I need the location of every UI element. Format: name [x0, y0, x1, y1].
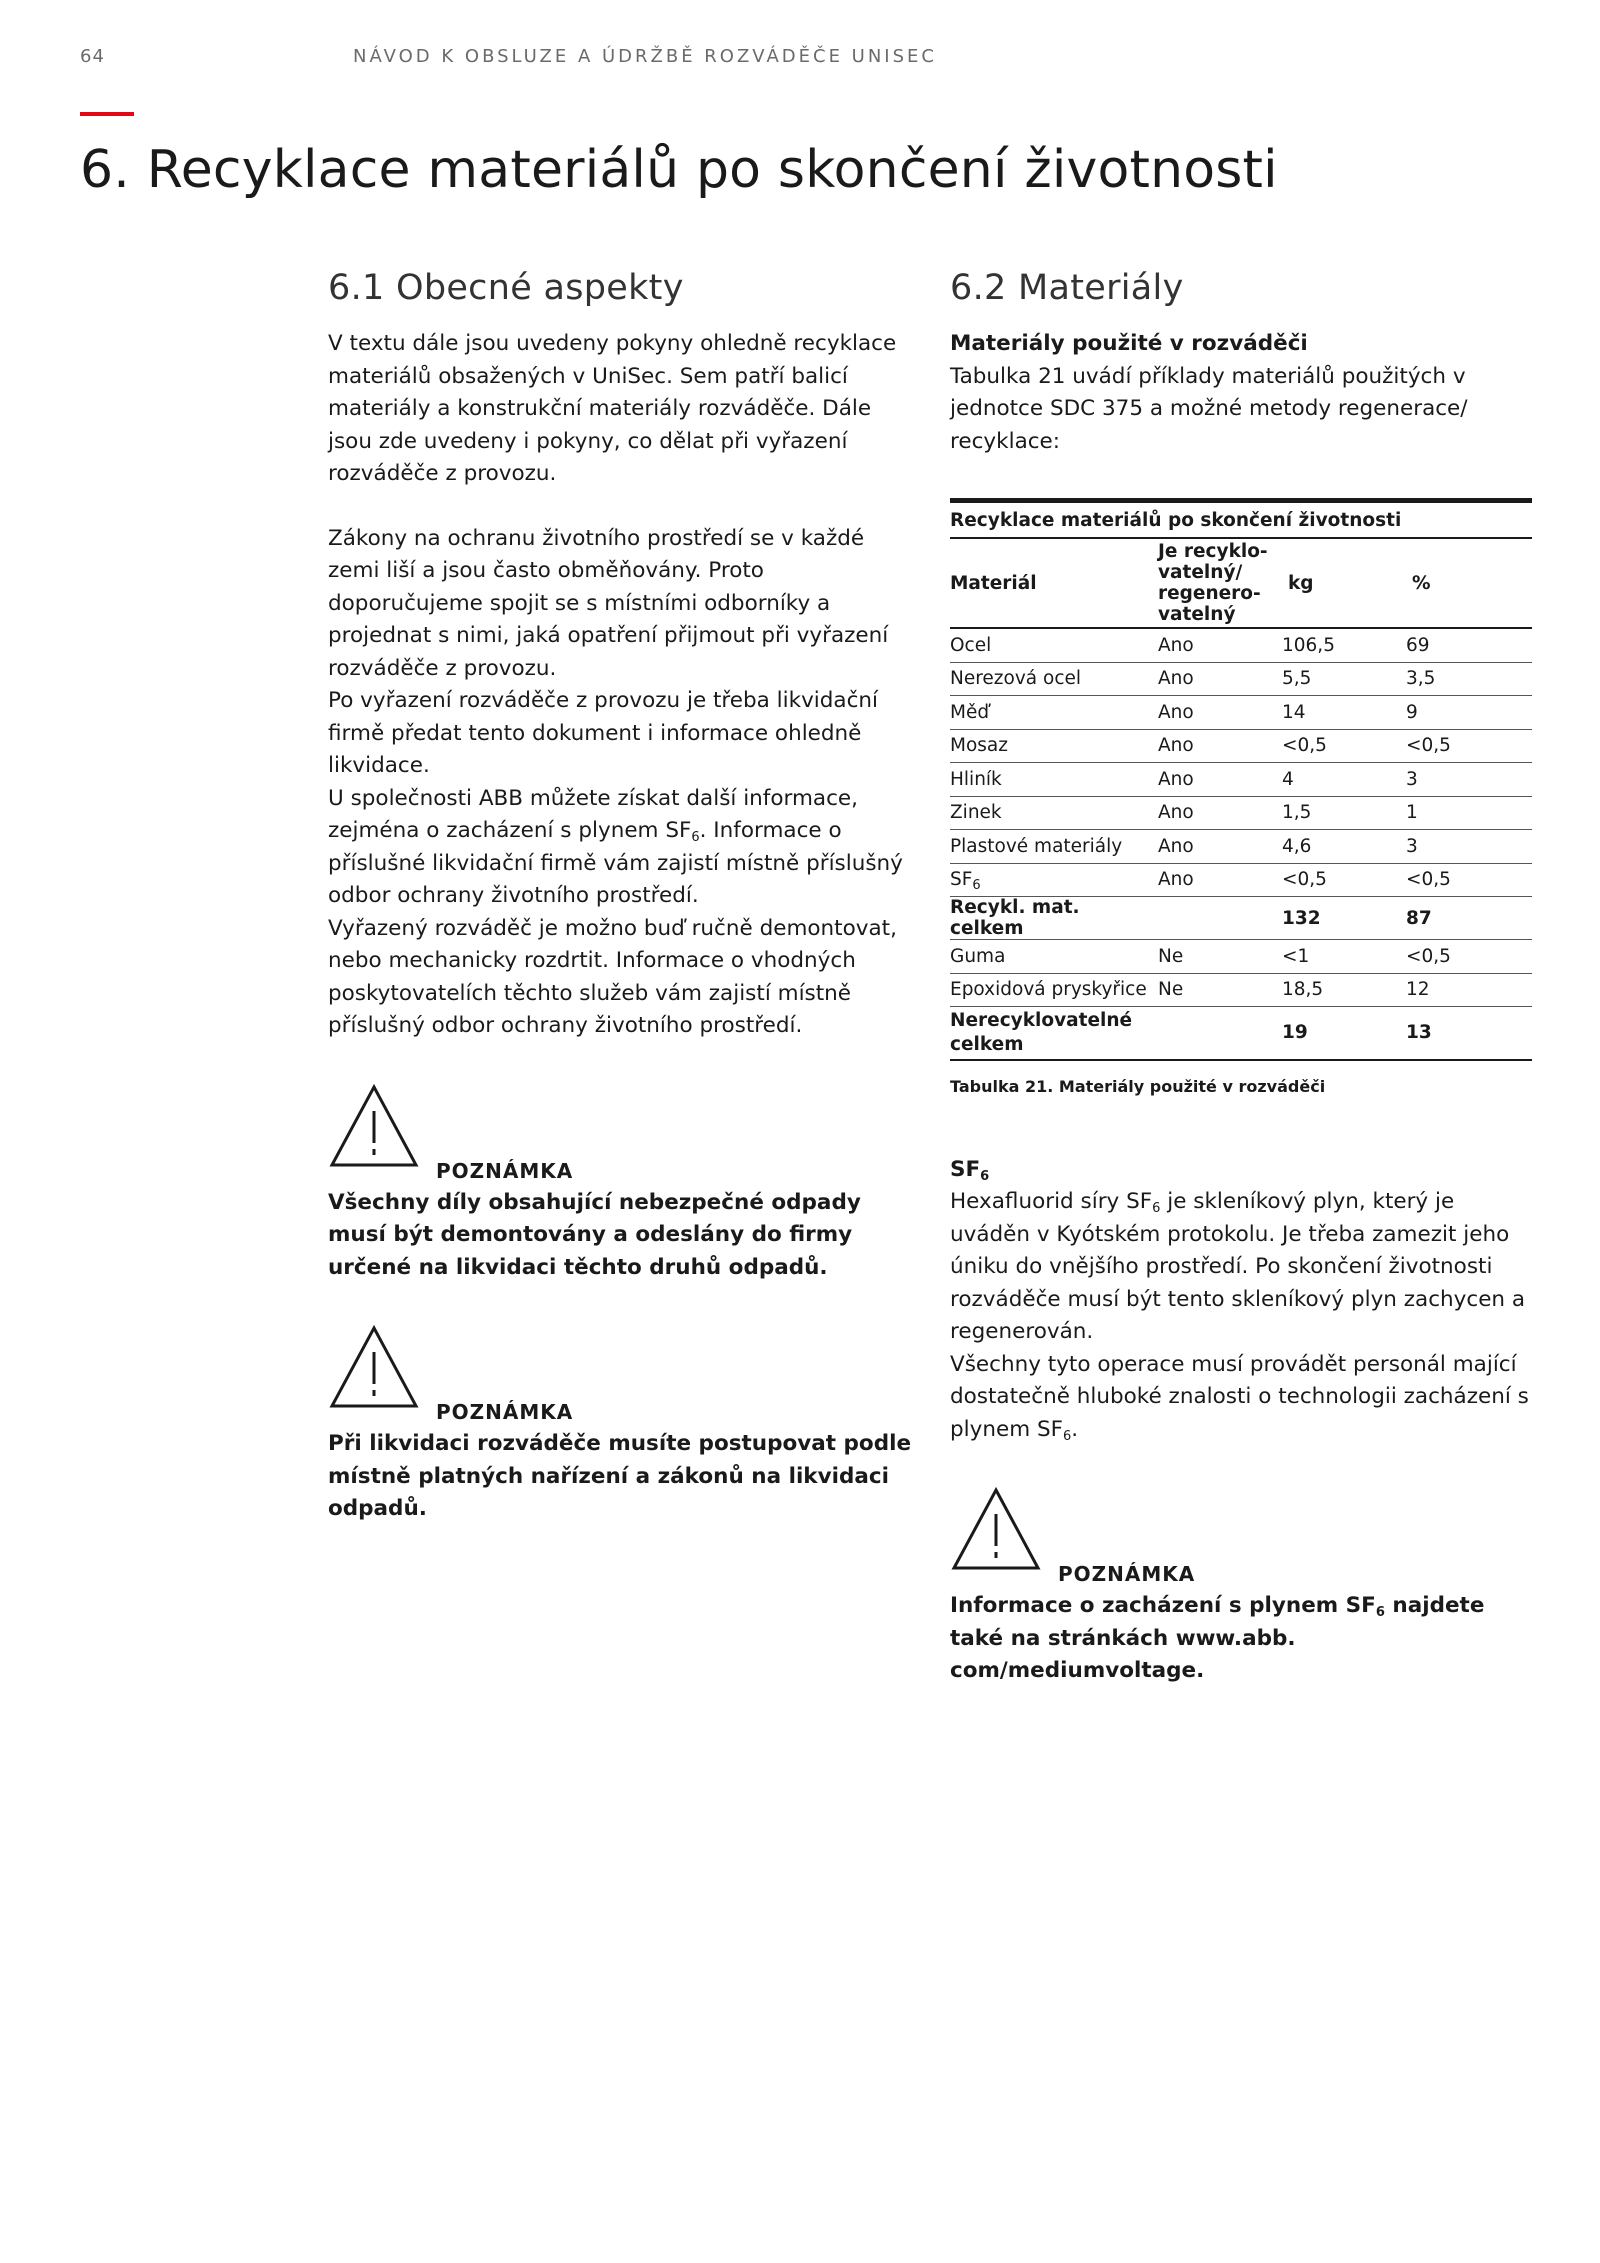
table-cell: Nerezová ocel	[950, 662, 1158, 696]
table-cell: <0,5	[1282, 863, 1406, 897]
materials-table	[950, 498, 1532, 1061]
table-cell: Guma	[950, 940, 1158, 974]
table-row	[950, 796, 1532, 830]
table-cell: 1	[1406, 796, 1532, 830]
table-row	[950, 763, 1532, 797]
table-cell: Ano	[1158, 628, 1282, 662]
table-cell: Mosaz	[950, 729, 1158, 763]
table-cell: <0,5	[1406, 729, 1532, 763]
table-cell: Ano	[1158, 863, 1282, 897]
table-cell: 87	[1406, 897, 1532, 940]
table-cell: <0,5	[1282, 729, 1406, 763]
table-caption-row: Recyklace materiálů po skončení životnosti	[950, 501, 1532, 539]
accent-bar	[80, 112, 134, 116]
paragraph: Hexafluorid síry $SF_6$ je skleníkový plyn, který je uváděn v Kyótském protokolu. Je třeba zamezit jeho úniku do vnějšího prostředí. Po skončení životnosti rozváděče musí být tento skleníkový plyn zachycen a regenerován.	[950, 1189, 1526, 1344]
column-header: Materiál	[950, 538, 1158, 628]
table-caption: Tabulka 21. Materiály použité v rozváděči	[950, 1077, 1326, 1096]
column-header: Je recyklo-vatelný/ regenero-vatelný	[1158, 538, 1282, 628]
paragraph: Vyřazený rozváděč je možno buď ručně demontovat, nebo mechanicky rozdrtit. Informace o vhodných poskytovatelích těchto služeb vám zajistí místně příslušný odbor ochrany životního prostředí.	[328, 915, 897, 1038]
table-cell: 9	[1406, 696, 1532, 730]
paragraph: Po vyřazení rozváděče z provozu je třeba likvidační firmě předat tento dokument i informace ohledně likvidace.	[328, 688, 879, 778]
table-row	[950, 662, 1532, 696]
table-cell: 3,5	[1406, 662, 1532, 696]
table-cell: Ocel	[950, 628, 1158, 662]
warning-icon	[328, 1083, 420, 1169]
table-cell: Hliník	[950, 763, 1158, 797]
paragraph: Zákony na ochranu životního prostředí se v každé zemi liší a jsou často obměňovány. Proto doporučujeme spojit se s místními odborníky a projednat s nimi, jaká opatření přijmout při vyřazení rozváděče z provozu.	[328, 525, 889, 681]
table-cell	[1158, 897, 1282, 940]
table-cell: Ano	[1158, 796, 1282, 830]
note-box	[328, 1083, 918, 1285]
paragraph: V textu dále jsou uvedeny pokyny ohledně recyklace materiálů obsažených v UniSec. Sem patří balicí materiály a konstrukční materiály rozváděče. Dále jsou zde uvedeny i pokyny, co dělat při vyřazení rozváděče z provozu.	[328, 331, 897, 486]
note-title: POZNÁMKA	[1058, 1562, 1196, 1586]
table-cell: Ne	[1158, 940, 1282, 974]
table-row-total	[950, 897, 1532, 940]
table-row	[950, 696, 1532, 730]
column-header: kg	[1282, 538, 1406, 628]
table-cell: <0,5	[1406, 940, 1532, 974]
table-row-total	[950, 1007, 1532, 1061]
table-cell: 106,5	[1282, 628, 1406, 662]
section-title-materials: 6.2 Materiály	[950, 268, 1184, 308]
warning-icon	[950, 1486, 1042, 1572]
table-cell: 69	[1406, 628, 1532, 662]
table-cell: 4,6	[1282, 830, 1406, 864]
table-row	[950, 940, 1532, 974]
note-text: Všechny díly obsahující nebezpečné odpady musí být demontovány a odeslány do firmy určené na likvidaci těchto druhů odpadů.	[328, 1189, 861, 1280]
table-header-row	[950, 538, 1532, 628]
table-cell: 12	[1406, 973, 1532, 1007]
note-box	[950, 1486, 1540, 1688]
table-cell: 18,5	[1282, 973, 1406, 1007]
note-text: Informace o zacházení s plynem $SF_6$ najdete také na stránkách www.abb. com/mediumvoltage.	[950, 1593, 1485, 1683]
table-cell: 14	[1282, 696, 1406, 730]
section-title-general: 6.1 Obecné aspekty	[328, 268, 684, 308]
table-cell: 1,5	[1282, 796, 1406, 830]
table-cell: Ne	[1158, 973, 1282, 1007]
table-cell: 13	[1406, 1007, 1532, 1061]
table-cell: <1	[1282, 940, 1406, 974]
table-cell: Zinek	[950, 796, 1158, 830]
warning-icon	[328, 1324, 420, 1410]
table-row	[950, 729, 1532, 763]
table-cell: Ano	[1158, 763, 1282, 797]
table-cell: Epoxidová pryskyřice	[950, 973, 1158, 1007]
table-cell: 132	[1282, 897, 1406, 940]
column-header: %	[1406, 538, 1532, 628]
table-cell: Ano	[1158, 729, 1282, 763]
table-row	[950, 830, 1532, 864]
table-cell: 4	[1282, 763, 1406, 797]
note-title: POZNÁMKA	[436, 1158, 574, 1183]
page-title: 6. Recyklace materiálů po skončení životnosti	[80, 140, 1278, 200]
table-row	[950, 628, 1532, 662]
right-column	[950, 268, 1540, 1688]
table-cell: Ano	[1158, 696, 1282, 730]
note-text: Při likvidaci rozváděče musíte postupovat podle místně platných nařízení a zákonů na likvidaci odpadů.	[328, 1431, 912, 1521]
paragraph: Všechny tyto operace musí provádět personál mající dostatečně hluboké znalosti o technologii zacházení s plynem $SF_6$.	[950, 1351, 1529, 1444]
paragraph: U společnosti ABB můžete získat další informace, zejména o zacházení s plynem $SF_6$. Informace o příslušné likvidační firmě vám zajistí místně příslušný odbor ochrany životního prostředí.	[328, 785, 903, 908]
table-cell: 3	[1406, 763, 1532, 797]
note-title: POZNÁMKA	[436, 1400, 574, 1424]
left-column	[328, 268, 918, 1526]
table-row	[950, 973, 1532, 1007]
sf6-heading: $SF_6$	[950, 1157, 990, 1184]
subheading: Materiály použité v rozváděči	[950, 331, 1308, 356]
note-box	[328, 1324, 918, 1526]
table-cell: 5,5	[1282, 662, 1406, 696]
running-title: NÁVOD K OBSLUZE A ÚDRŽBĚ ROZVÁDĚČE UNISEC	[353, 46, 937, 67]
table-cell: Ano	[1158, 830, 1282, 864]
table-cell: 3	[1406, 830, 1532, 864]
page-number: 64	[80, 46, 105, 67]
table-cell: Recykl. mat. celkem	[950, 897, 1158, 940]
table-cell: <0,5	[1406, 863, 1532, 897]
table-cell: Nerecyklovatelné celkem	[950, 1007, 1158, 1061]
table-cell: 19	[1282, 1007, 1406, 1061]
table-cell: Měď	[950, 696, 1158, 730]
table-cell: $SF_6$	[950, 863, 1158, 897]
table-row	[950, 863, 1532, 897]
table-cell: Ano	[1158, 662, 1282, 696]
paragraph: Tabulka 21 uvádí příklady materiálů použitých v jednotce SDC 375 a možné metody regenerace/ recyklace:	[950, 363, 1468, 454]
table-cell: Plastové materiály	[950, 830, 1158, 864]
table-cell	[1158, 1007, 1282, 1061]
